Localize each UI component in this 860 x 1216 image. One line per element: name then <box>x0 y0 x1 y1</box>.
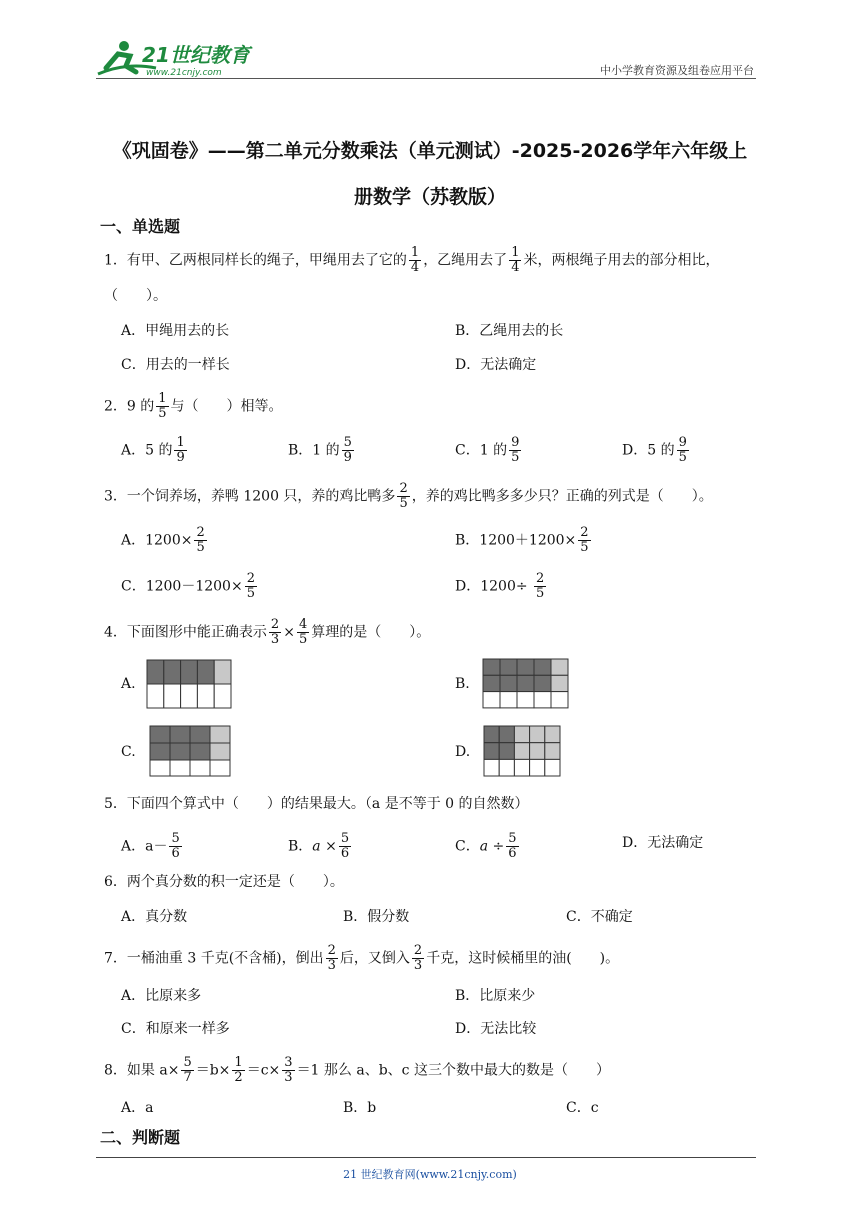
q2-option-d[interactable]: D．5 的 $\frac{9}{5}$ <box>622 435 687 465</box>
footer-divider <box>96 1157 756 1158</box>
q2-option-c[interactable]: C．1 的 $\frac{9}{5}$ <box>455 435 520 465</box>
q1-text-1: 1．有甲、乙两根同样长的绳子，甲绳用去了它的 <box>104 252 407 269</box>
q4-option-a-label[interactable]: A. <box>121 676 136 692</box>
q4-grid-d[interactable] <box>483 725 561 777</box>
q4-option-b-label[interactable]: B. <box>455 676 470 692</box>
platform-caption: 中小学教育资源及组卷应用平台 <box>600 64 754 77</box>
question-3: 3．一个饲养场，养鸭 1200 只，养的鸡比鸭多 $\frac{2}{5}$ ，养的鸡比鸭多多少只？正确的列式是（ ）。 <box>104 481 713 511</box>
q4-grid-b[interactable] <box>482 658 569 709</box>
q5-option-b[interactable]: B．a × $\frac{5}{6}$ <box>288 831 350 861</box>
q3-option-d[interactable]: D．1200÷ $\frac{2}{5}$ <box>455 571 545 601</box>
q4-option-c-label[interactable]: C. <box>121 744 136 760</box>
question-7: 7．一桶油重 3 千克(不含桶)，倒出 $\frac{2}{3}$ 后，又倒入 $\frac{2}{3}$ 千克，这时候桶里的油( )。 <box>104 943 620 973</box>
q6-option-c[interactable]: C．不确定 <box>566 909 633 925</box>
question-1 <box>104 246 719 275</box>
question-4: 4．下面图形中能正确表示 $\frac{2}{3}$ × $\frac{4}{5}$ 算理的是（ ）。 <box>104 617 431 647</box>
q5-option-a[interactable]: A．a－ $\frac{5}{6}$ <box>121 831 180 861</box>
q6-option-a[interactable]: A．真分数 <box>121 909 188 925</box>
q3-fraction: $\frac{2}{5}$ <box>399 481 408 511</box>
q4-option-d-label[interactable]: D. <box>455 744 471 760</box>
svg-text:21世纪教育: 21世纪教育 <box>142 43 250 67</box>
question-1-line-2: （ ）。 <box>104 288 167 304</box>
q2-option-b[interactable]: B．1 的 $\frac{5}{9}$ <box>288 435 352 465</box>
q5-option-d[interactable]: D．无法确定 <box>622 835 704 851</box>
q7-option-a[interactable]: A．比原来多 <box>121 988 202 1004</box>
title-line-1: 《巩固卷》——第二单元分数乘法（单元测试）-2025-2026学年六年级上 <box>112 140 748 162</box>
q3-option-c[interactable]: C．1200－1200× $\frac{2}{5}$ <box>121 571 255 601</box>
q1-option-d[interactable]: D．无法确定 <box>455 357 537 373</box>
q1-fraction-1: $\frac{1}{4}$ <box>410 245 420 275</box>
q3-option-a[interactable]: A．1200× $\frac{2}{5}$ <box>121 525 205 555</box>
footer-text[interactable]: 21 世纪教育网(www.21cnjy.com) <box>343 1168 517 1181</box>
q5-option-c[interactable]: C．a ÷ $\frac{5}{6}$ <box>455 831 517 861</box>
q7-option-c[interactable]: C．和原来一样多 <box>121 1021 230 1037</box>
q8-option-a[interactable]: A．a <box>121 1100 154 1116</box>
svg-text:www.21cnjy.com: www.21cnjy.com <box>146 68 222 78</box>
q2-fraction: $\frac{1}{5}$ <box>158 391 167 421</box>
question-6: 6．两个真分数的积一定还是（ ）。 <box>104 874 344 890</box>
question-5: 5．下面四个算式中（ ）的结果最大。（a 是不等于 0 的自然数） <box>104 796 529 812</box>
q7-option-d[interactable]: D．无法比较 <box>455 1021 537 1037</box>
page-title <box>90 128 770 220</box>
header-divider <box>96 78 756 79</box>
section-heading-single-choice: 一、单选题 <box>100 217 181 236</box>
logo <box>96 38 256 80</box>
q1-text-3: 米，两根绳子用去的部分相比， <box>523 252 720 269</box>
title-line-2: 册数学（苏教版） <box>353 186 506 208</box>
q7-option-b[interactable]: B．比原来少 <box>455 988 536 1004</box>
q1-fraction-2: $\frac{1}{4}$ <box>511 245 520 275</box>
question-8: 8．如果 a× $\frac{5}{7}$ ＝b× $\frac{1}{2}$ ＝c× $\frac{3}{3}$ ＝1 那么 a、b、c 这三个数中最大的数是（ ） <box>104 1055 610 1085</box>
q1-option-b[interactable]: B．乙绳用去的长 <box>455 323 564 339</box>
q4-grid-c[interactable] <box>149 725 231 777</box>
q3-option-b[interactable]: B．1200＋1200× $\frac{2}{5}$ <box>455 525 589 555</box>
section-heading-true-false: 二、判断题 <box>100 1128 181 1147</box>
q1-option-c[interactable]: C．用去的一样长 <box>121 357 230 373</box>
q1-text-2: ，乙绳用去了 <box>423 252 508 269</box>
q6-option-b[interactable]: B．假分数 <box>343 909 410 925</box>
q8-option-b[interactable]: B．b <box>343 1100 377 1116</box>
question-2: 2．9 的 $\frac{1}{5}$ 与（ ）相等。 <box>104 391 283 421</box>
q4-grid-a[interactable] <box>146 659 232 709</box>
q2-option-a[interactable]: A．5 的 $\frac{1}{9}$ <box>121 435 185 465</box>
q1-option-a[interactable]: A．甲绳用去的长 <box>121 323 230 339</box>
q8-option-c[interactable]: C．c <box>566 1100 599 1116</box>
